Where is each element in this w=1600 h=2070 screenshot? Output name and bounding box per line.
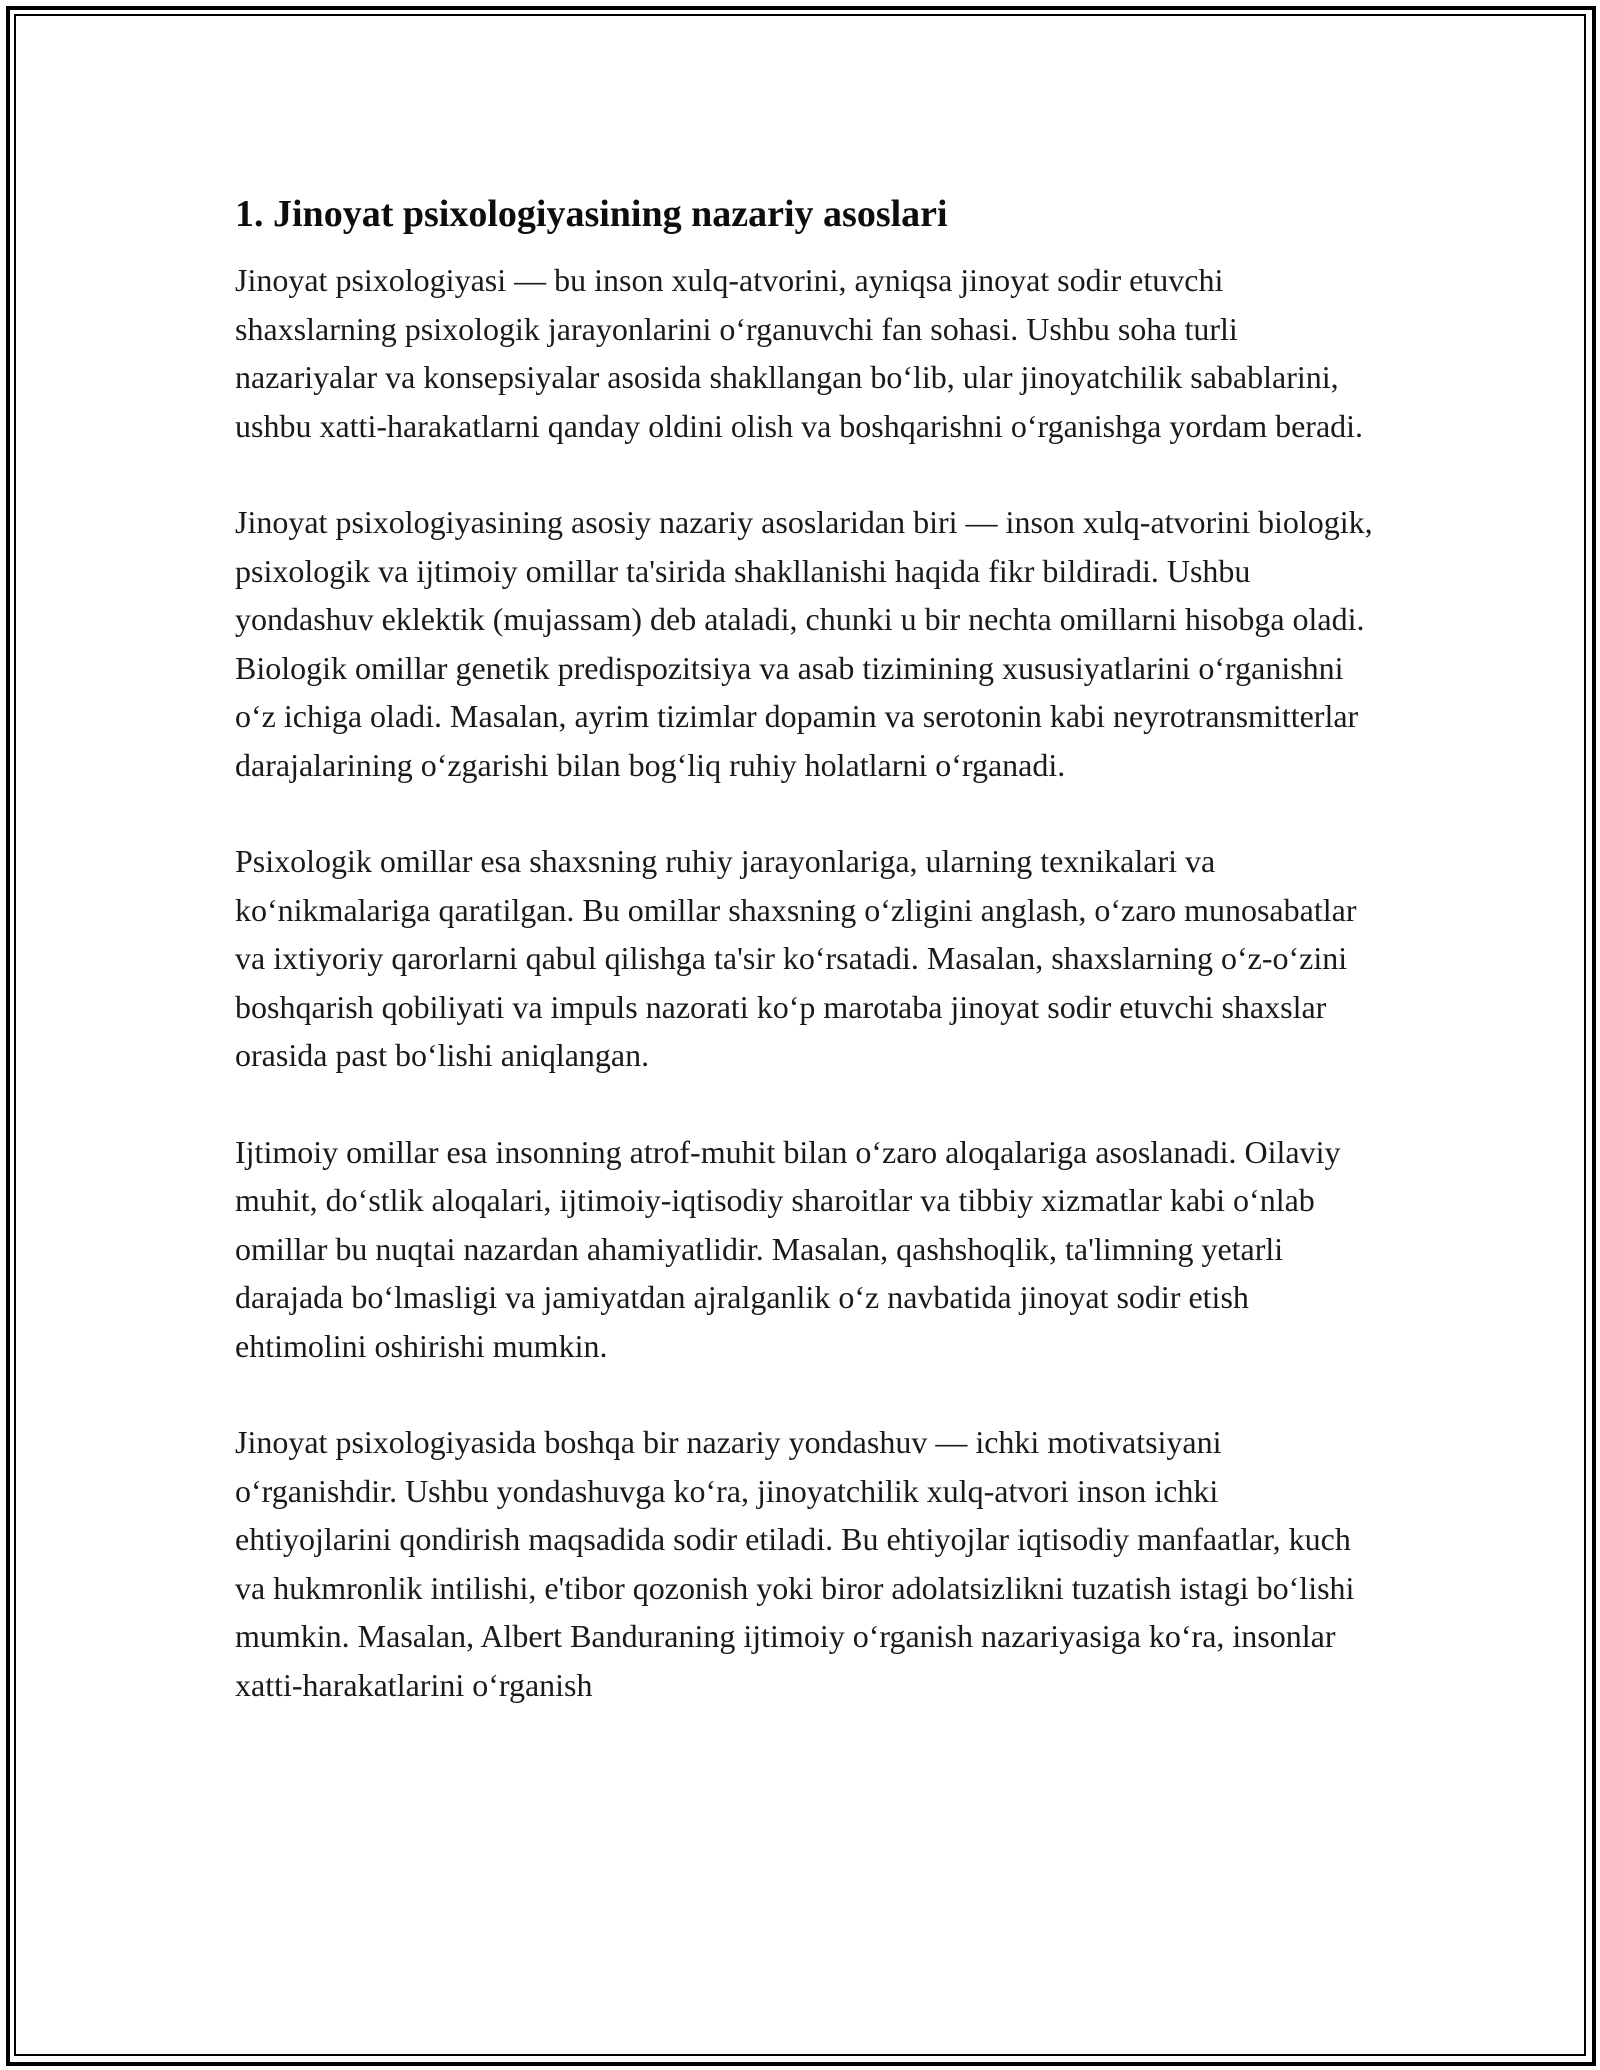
paragraph-5: Jinoyat psixologiyasida boshqa bir nazariy yondashuv — ichki motivatsiyani oʻrganishdir. Ushbu yondashuvga koʻra, jinoyatchilik xulq-atvori inson ichki ehtiyojlarini qondirish maqsadida sodir etiladi. Bu ehtiyojlar iqtisodiy manfaatlar, kuch va hukmronlik intilishi, e'tibor qozonish yoki biror adolatsizlikni tuzatish istagi boʻlishi mumkin. Masalan, Albert Banduraning ijtimoiy oʻrganish nazariyasiga koʻra, insonlar xatti-harakatlarini oʻrganish [235,1424,1355,1703]
paragraph-2: Jinoyat psixologiyasining asosiy nazariy asoslaridan biri — inson xulq-atvorini biologik, psixologik va ijtimoiy omillar ta'sirida shakllanishi haqida fikr bildiradi. Ushbu yondashuv eklektik (mujassam) deb ataladi, chunki u bir nechta omillarni hisobga oladi. Biologik omillar genetik predispozitsiya va asab tizimining xususiyatlarini oʻrganishni oʻz ichiga oladi. Masalan, ayrim tizimlar dopamin va serotonin kabi neyrotransmitterlar darajalarining oʻzgarishi bilan bogʻliq ruhiy holatlarni oʻrganadi. [235,504,1373,783]
paragraph-1: Jinoyat psixologiyasi — bu inson xulq-atvorini, ayniqsa jinoyat sodir etuvchi shaxslarning psixologik jarayonlarini oʻrganuvchi fan sohasi. Ushbu soha turli nazariyalar va konsepsiyalar asosida shakllangan boʻlib, ular jinoyatchilik sabablarini, ushbu xatti-harakatlarni qanday oldini olish va boshqarishni oʻrganishga yordam beradi. [235,262,1364,444]
paragraph-3: Psixologik omillar esa shaxsning ruhiy jarayonlariga, ularning texnikalari va koʻnikmalariga qaratilgan. Bu omillar shaxsning oʻzligini anglash, oʻzaro munosabatlar va ixtiyoriy qarorlarni qabul qilishga ta'sir koʻrsatadi. Masalan, shaxslarning oʻz-oʻzini boshqarish qobiliyati va impuls nazorati koʻp marotaba jinoyat sodir etuvchi shaxslar orasida past boʻlishi aniqlangan. [235,843,1357,1073]
paragraph-4: Ijtimoiy omillar esa insonning atrof-muhit bilan oʻzaro aloqalariga asoslanadi. Oilaviy muhit, doʻstlik aloqalari, ijtimoiy-iqtisodiy sharoitlar va tibbiy xizmatlar kabi oʻnlab omillar bu nuqtai nazardan ahamiyatlidir. Masalan, qashshoqlik, ta'limning yetarli darajada boʻlmasligi va jamiyatdan ajralganlik oʻz navbatida jinoyat sodir etish ehtimolini oshirishi mumkin. [235,1133,1341,1364]
section-heading: 1. Jinoyat psixologiyasining nazariy asoslari [235,193,948,235]
document-body [235,186,1375,1709]
